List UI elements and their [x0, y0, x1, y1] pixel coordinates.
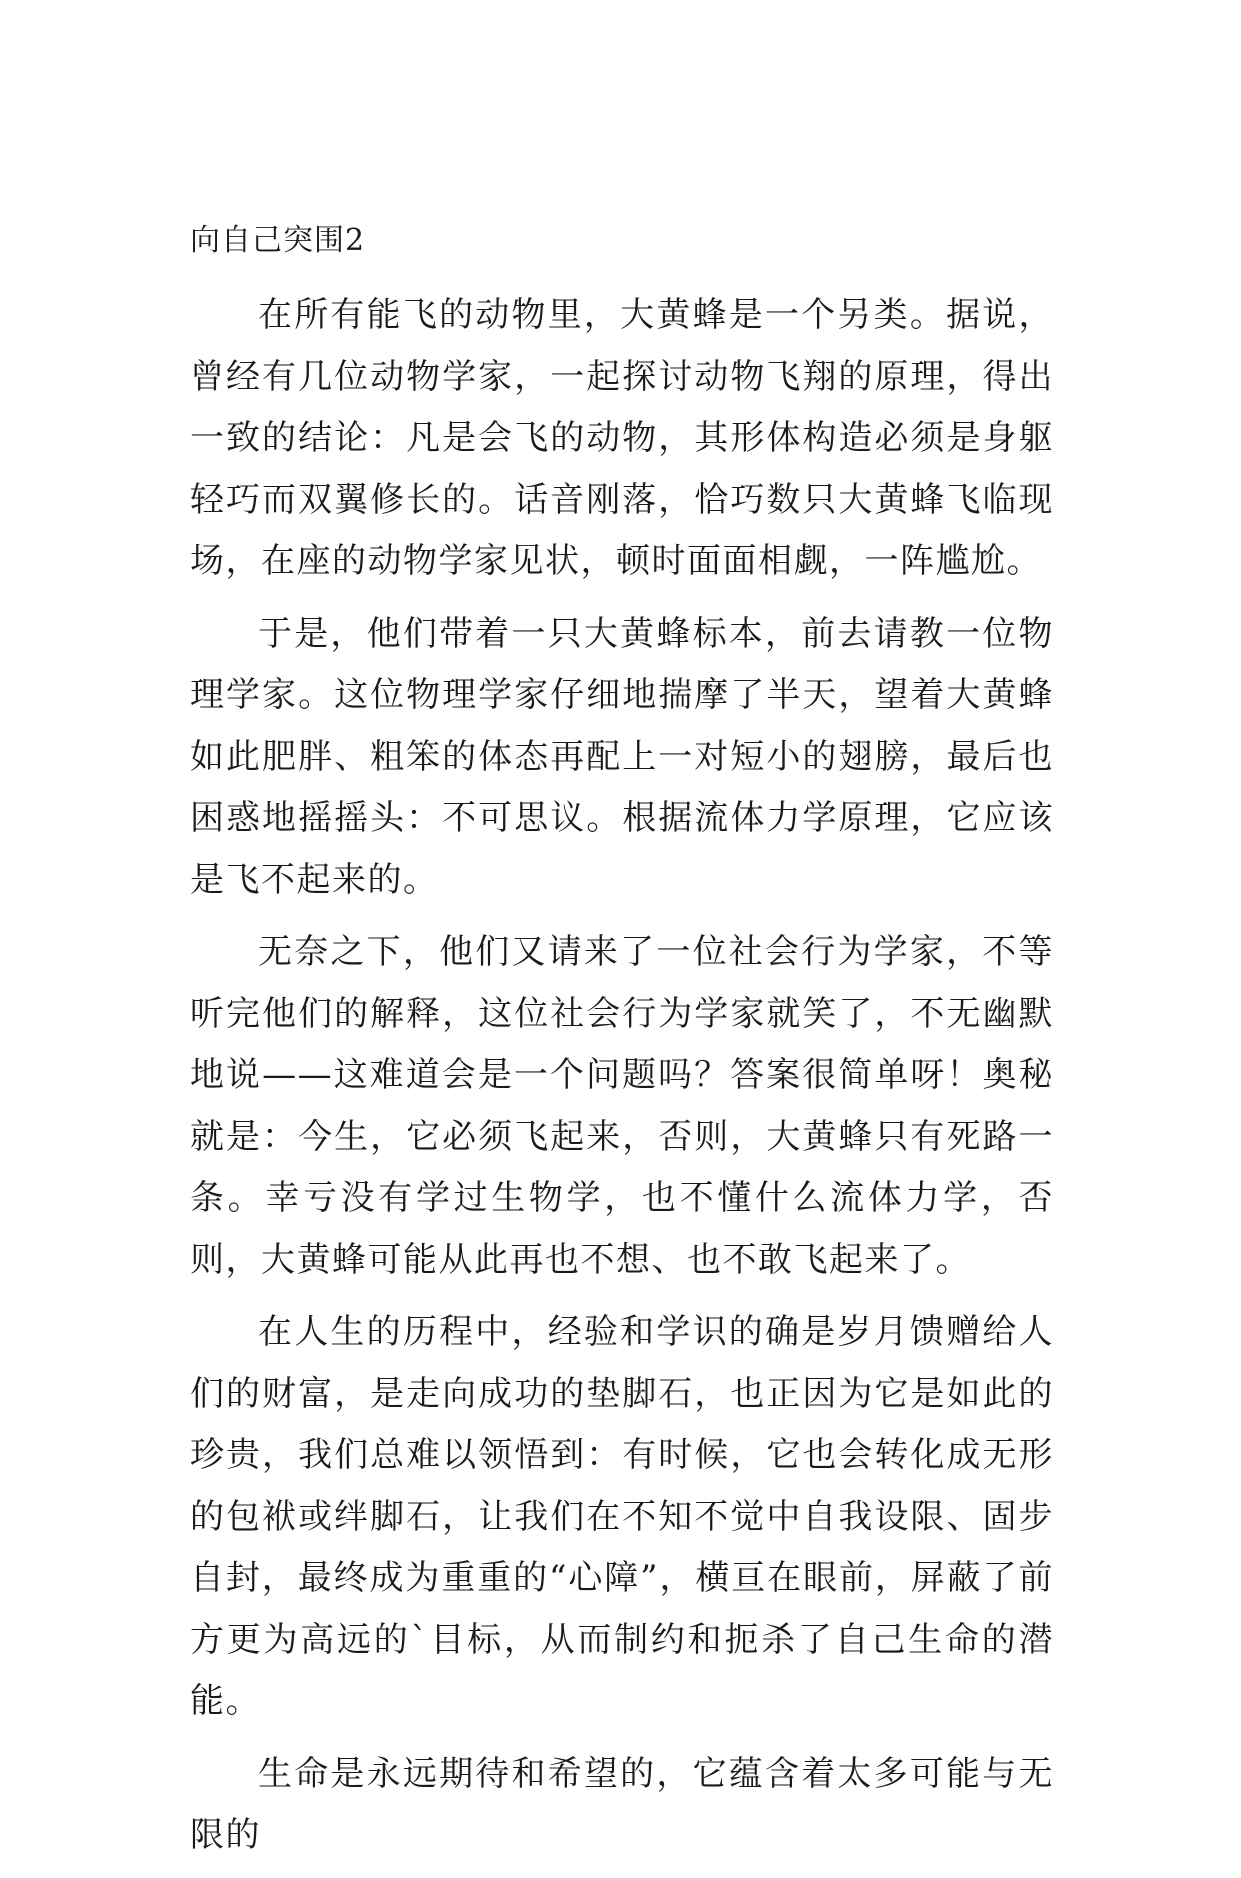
paragraph-5: 生命是永远期待和希望的，它蕴含着太多可能与无限的 — [190, 1753, 1054, 1855]
document-page — [190, 221, 1054, 1878]
paragraph-3: 无奈之下，他们又请来了一位社会行为学家，不等听完他们的解释，这位社会行为学家就笑了，不无幽默地说——这难道会是一个问题吗？答案很简单呀！奥秘就是：今生，它必须飞起来，否则，大黄蜂只有死路一条。幸亏没有学过生物学，也不懂什么流体力学，否则，大黄蜂可能从此再也不想、也不敢飞起来了。 — [190, 932, 1054, 1280]
paragraph-1: 在所有能飞的动物里，大黄蜂是一个另类。据说，曾经有几位动物学家，一起探讨动物飞翔的原理，得出一致的结论：凡是会飞的动物，其形体构造必须是身躯轻巧而双翼修长的。话音刚落，恰巧数只大黄蜂飞临现场，在座的动物学家见状，顿时面面相觑，一阵尴尬。 — [190, 295, 1054, 581]
paragraph-2: 于是，他们带着一只大黄蜂标本，前去请教一位物理学家。这位物理学家仔细地揣摩了半天，望着大黄蜂如此肥胖、粗笨的体态再配上一对短小的翅膀，最后也困惑地摇摇头：不可思议。根据流体力学原理，它应该是飞不起来的。 — [190, 613, 1054, 900]
paragraph-4: 在人生的历程中，经验和学识的确是岁月馈赠给人们的财富，是走向成功的垫脚石，也正因为它是如此的珍贵，我们总难以领悟到：有时候，它也会转化成无形的包袱或绊脚石，让我们在不知不觉中自我设限、固步自封，最终成为重重的“心障”，横亘在眼前，屏蔽了前方更为高远的`目标，从而制约和扼杀了自己生命的潜能。 — [190, 1312, 1054, 1721]
document-title: 向自己突围2 — [190, 223, 366, 258]
